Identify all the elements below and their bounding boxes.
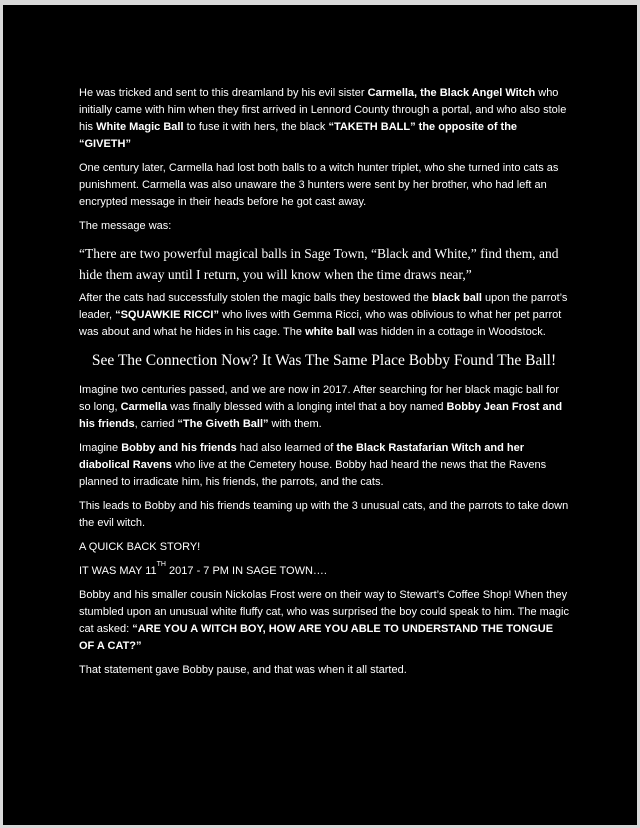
paragraph-2017 xyxy=(79,382,569,433)
bold-run: “SQUAWKIE RICCI” xyxy=(115,309,219,321)
bold-run: white ball xyxy=(305,326,356,338)
paragraph-ravens xyxy=(79,440,569,491)
paragraph-back-story: A QUICK BACK STORY! xyxy=(79,541,201,553)
text-run: He was tricked and sent to this dreamland by his evil sister xyxy=(79,87,368,99)
paragraph-message-intro: The message was: xyxy=(79,220,172,232)
text-run: upon the parrot’s leader, xyxy=(79,292,568,321)
section-heading: See The Connection Now? It Was The Same Place Bobby Found The Ball! xyxy=(91,352,557,369)
text-run: to fuse it with hers, the black xyxy=(183,121,329,133)
text-run: Imagine xyxy=(79,442,122,454)
paragraph-origin xyxy=(79,85,569,153)
paragraph-teaming: This leads to Bobby and his friends teaming up with the 3 unusual cats, and the parrots to take down the evil witch. xyxy=(79,500,569,529)
superscript: TH xyxy=(156,561,166,568)
paragraph-closing: That statement gave Bobby pause, and that was when it all started. xyxy=(79,664,407,676)
text-run: who initially came with him when they first arrived in Lennord County through a portal, and who also stole his xyxy=(79,87,567,133)
bold-run: Carmella, the Black Angel Witch xyxy=(367,87,536,99)
bold-run: “ARE YOU A WITCH BOY, HOW ARE YOU ABLE TO UNDERSTAND THE TONGUE OF A CAT?” xyxy=(79,623,554,652)
text-run: After the cats had successfully stolen the magic balls they bestowed the xyxy=(79,292,432,304)
bold-run: Bobby Jean Frost and his friends xyxy=(79,401,563,430)
bold-run: Carmella xyxy=(120,401,168,413)
text-run: , carried xyxy=(134,418,178,430)
paragraph-cats xyxy=(79,290,569,341)
text-run: was finally blessed with a longing intel that a boy named xyxy=(167,401,447,413)
bold-run: White Magic Ball xyxy=(96,121,184,133)
text-run: Bobby and his smaller cousin Nickolas Frost were on their way to Stewart’s Coffee Shop! When they stumbled upon an unusual white fluffy cat, who was surprised the boy could speak to him. The magic cat asked: xyxy=(79,589,569,635)
text-run: had also learned of xyxy=(236,442,337,454)
bold-run: “TAKETH BALL” the opposite of the “GIVETH” xyxy=(79,121,518,150)
paragraph-century: One century later, Carmella had lost both balls to a witch hunter triplet, who she turned into cats as punishment. Carmella was also unaware the 3 hunters were sent by her brother, who had left an encrypted message in their heads before he got cast away. xyxy=(79,162,559,208)
paragraph-date xyxy=(79,563,569,580)
bold-run: black ball xyxy=(431,292,482,304)
bold-run: Bobby and his friends xyxy=(121,442,237,454)
document-page xyxy=(3,5,637,825)
text-run: Imagine two centuries passed, and we are now in 2017. After searching for her black magic ball for so long, xyxy=(79,384,559,413)
text-run: IT WAS MAY 11 xyxy=(79,565,157,577)
bold-run: “The Giveth Ball” xyxy=(177,418,269,430)
text-run: with them. xyxy=(268,418,322,430)
bold-run: the Black Rastafarian Witch and her diabolical Ravens xyxy=(79,442,524,471)
page-body xyxy=(79,85,569,686)
message-quote: “There are two powerful magical balls in Sage Town, “Black and White,” find them, and hide them away until I return, you will know when the time draws near,” xyxy=(79,246,559,282)
text-run: who live at the Cemetery house. Bobby had heard the news that the Ravens planned to irradicate him, his friends, the parrots, and the cats. xyxy=(79,459,547,488)
text-run: who lives with Gemma Ricci, who was oblivious to what her pet parrot was about and what he hides in his cage. The xyxy=(79,309,562,338)
text-run: 2017 - 7 PM IN SAGE TOWN…. xyxy=(165,565,327,577)
paragraph-cat-encounter xyxy=(79,587,569,655)
text-run: was hidden in a cottage in Woodstock. xyxy=(355,326,546,338)
